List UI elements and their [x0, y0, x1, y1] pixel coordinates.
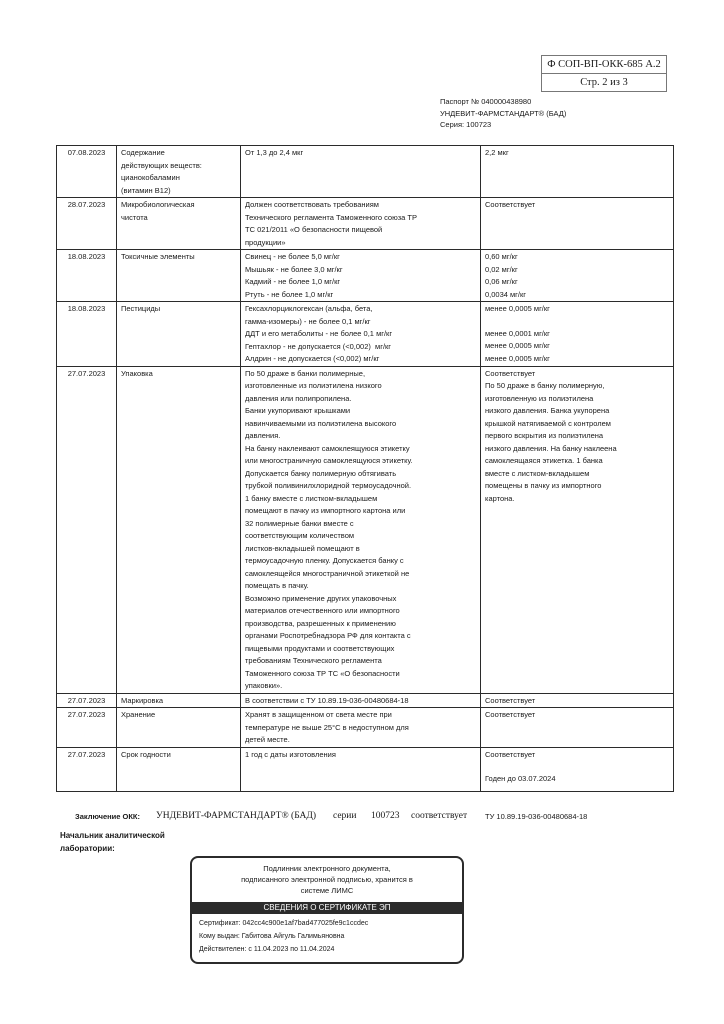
parameter-cell [117, 250, 241, 302]
cell-line: Срок годности [121, 749, 171, 759]
requirement-cell [241, 708, 481, 748]
cell-line: Допускается банку полимерную обтягивать [245, 468, 397, 478]
series-number: Серия: 100723 [440, 120, 492, 129]
cell-line: По 50 драже в банку полимерную, [485, 381, 605, 390]
date-cell: 27.07.2023 [57, 693, 117, 708]
cell-line: Упаковка [121, 368, 153, 378]
esig-issued-to: Кому выдан: Габитова Айгуль Галимьяновна [199, 933, 345, 940]
parameter-cell [117, 146, 241, 198]
cell-line: Кадмий - не более 1,0 мг/кг [245, 277, 341, 286]
cell-line: ДДТ и его метаболиты - не более 0,1 мг/кг [245, 329, 393, 338]
cell-line: 1 банку вместе с листком-вкладышем [245, 493, 378, 503]
date-cell: 18.08.2023 [57, 302, 117, 367]
table-row [57, 198, 674, 250]
cell-line: низкого давления. Банка укупорена [485, 406, 610, 415]
passport-header [440, 96, 566, 131]
esig-certificate-header: СВЕДЕНИЯ О СЕРТИФИКАТЕ ЭП [192, 902, 462, 914]
result-cell [481, 747, 674, 791]
table-row [57, 693, 674, 708]
page-number: Стр. 2 из 3 [542, 73, 666, 91]
cell-line: ТС 021/2011 «О безопасности пищевой [245, 225, 383, 234]
parameter-cell [117, 747, 241, 791]
requirement-cell [241, 747, 481, 791]
cell-line: Гексахлорциклогексан (альфа, бета, [245, 304, 373, 313]
requirement-cell [241, 366, 481, 693]
cell-line: листков-вкладышей помещают в [245, 543, 360, 553]
cell-line: самоклеящейся многостраничной этикеткой не [245, 568, 410, 578]
esig-text-line: подписанного электронной подписью, хранится в [241, 875, 413, 884]
cell-line: 32 полимерные банки вместе с [245, 518, 354, 528]
cell-line: термоусадочную пленку. Допускается банку с [245, 556, 404, 565]
cell-line: низкого давления. На банку наклеена [485, 443, 617, 453]
result-cell [481, 366, 674, 693]
head-of-laboratory [60, 830, 165, 855]
cell-line: 0,02 мг/кг [485, 264, 518, 274]
requirement-cell [241, 250, 481, 302]
esig-text-line: Подлинник электронного документа, [263, 864, 391, 873]
cell-line: органами Роспотребнадзора РФ для контакта с [245, 631, 411, 640]
cell-line: Микробиологическая [121, 200, 195, 209]
cell-line: давления. [245, 431, 281, 440]
cell-line: Свинец - не более 5,0 мг/кг [245, 252, 340, 261]
conclusion-label: Заключение ОКК: [75, 812, 141, 821]
table-row [57, 708, 674, 748]
esig-valid: Действителен: с 11.04.2023 по 11.04.2024 [199, 946, 335, 953]
cell-line: Годен до 03.07.2024 [485, 774, 556, 783]
cell-line: Соответствует [485, 710, 536, 719]
cell-line: Токсичные элементы [121, 252, 195, 261]
cell-line: требованиям Технического регламента [245, 656, 382, 665]
document-code: Ф СОП-ВП-ОКК-685 А.2 [547, 59, 661, 70]
result-cell [481, 198, 674, 250]
result-cell [481, 708, 674, 748]
cell-line: По 50 драже в банки полимерные, [245, 368, 366, 378]
cell-line: помещают в пачку из импортного картона или [245, 506, 406, 515]
cell-line: 0,0034 мг/кг [485, 289, 527, 299]
cell-line: Таможенного союза ТР ТС «О безопасности [245, 668, 400, 678]
cell-line: самоклеящаяся этикетка. 1 банка [485, 456, 603, 465]
cell-line: Хранят в защищенном от света месте при [245, 710, 392, 719]
cell-line: вместе с листком-вкладышем [485, 468, 590, 478]
cell-line: (витамин B12) [121, 185, 171, 195]
date-cell: 27.07.2023 [57, 747, 117, 791]
conclusion-series-number: 100723 [371, 811, 400, 821]
cell-line: 1 год с даты изготовления [245, 749, 336, 759]
date-cell: 07.08.2023 [57, 146, 117, 198]
date-cell: 28.07.2023 [57, 198, 117, 250]
cell-line: Технического регламента Таможенного союза ТР [245, 212, 418, 222]
cell-line: Маркировка [121, 695, 164, 705]
cell-line: Банки укупоривают крышками [245, 406, 351, 415]
date-cell: 27.07.2023 [57, 366, 117, 693]
cell-line: продукции» [245, 237, 286, 247]
date-cell: 18.08.2023 [57, 250, 117, 302]
conclusion-verdict: соответствует [411, 811, 468, 821]
result-cell [481, 302, 674, 367]
cell-line: 0,60 мг/кг [485, 252, 518, 261]
cell-line: изготовленную из полиэтилена [485, 393, 594, 403]
cell-line: материалов отечественного или импортного [245, 606, 400, 615]
parameter-cell [117, 302, 241, 367]
esig-certificate: Сертификат: 042cc4c900e1af7bad477025fe9c1ccdec [199, 920, 369, 927]
cell-line: помещать в пачку. [245, 581, 309, 590]
cell-line: 2,2 мкг [485, 148, 509, 157]
cell-line: навинчиваемыми из полиэтилена высокого [245, 418, 397, 428]
cell-line: От 1,3 до 2,4 мкг [245, 148, 304, 157]
requirement-cell [241, 198, 481, 250]
cell-line: первого вскрытия из полиэтилена [485, 431, 604, 440]
cell-line: Возможно применение других упаковочных [245, 593, 397, 603]
cell-line: менее 0,0005 мг/кг [485, 353, 550, 363]
result-cell [481, 146, 674, 198]
result-cell [481, 250, 674, 302]
cell-line: пищевыми продуктами и соответствующих [245, 643, 395, 653]
cell-line: Соответствует [485, 368, 536, 378]
cell-line: Алдрин - не допускается (<0,002) мг/кг [245, 354, 380, 363]
cell-line: картона. [485, 493, 515, 503]
cell-line: Хранение [121, 710, 156, 719]
electronic-signature-stamp [190, 856, 464, 964]
product-name: УНДЕВИТ-ФАРМСТАНДАРТ® (БАД) [440, 108, 567, 118]
cell-line: Соответствует [485, 200, 536, 209]
passport-number: Паспорт № 040000438980 [440, 97, 532, 106]
cell-line: На банку наклеивают самоклеящуюся этикетку [245, 443, 410, 453]
cell-line: соответствующим количеством [245, 531, 355, 540]
cell-line: Соответствует [485, 695, 536, 705]
cell-line: давления или полипропилена. [245, 393, 352, 403]
cell-line: или многостраничную самоклеящуюся этикетку. [245, 456, 413, 465]
cell-line: Содержание [121, 148, 165, 157]
cell-line: чистота [121, 212, 148, 222]
head-line: лаборатории: [60, 843, 115, 853]
cell-line: Ртуть - не более 1,0 мг/кг [245, 289, 334, 299]
cell-line: менее 0,0001 мг/кг [485, 328, 550, 338]
cell-line: производства, разрешенных к применению [245, 618, 396, 628]
cell-line: крышкой натягиваемой с контролем [485, 418, 611, 428]
esig-text-line: системе ЛИМС [300, 886, 354, 895]
requirement-cell [241, 146, 481, 198]
conclusion-product: УНДЕВИТ-ФАРМСТАНДАРТ® (БАД) [156, 811, 317, 821]
table-row [57, 366, 674, 693]
cell-line: менее 0,0005 мг/кг [485, 304, 550, 313]
cell-line: цианокобаламин [121, 173, 180, 182]
cell-line: 0,06 мг/кг [485, 277, 518, 286]
cell-line: упаковки». [245, 681, 283, 690]
table-row [57, 146, 674, 198]
parameter-cell [117, 198, 241, 250]
test-results-table [56, 145, 674, 792]
cell-line: помещены в пачку из импортного [485, 481, 602, 490]
table-row [57, 250, 674, 302]
requirement-cell [241, 693, 481, 708]
cell-line [485, 761, 669, 773]
requirement-cell [241, 302, 481, 367]
conclusion-tu: ТУ 10.89.19-036-00480684-18 [485, 812, 588, 821]
cell-line: детей месте. [245, 735, 290, 744]
cell-line: температуре не выше 25°С в недоступном для [245, 722, 409, 732]
cell-line: Гептахлор - не допускается (<0,002) мг/кг [245, 341, 392, 351]
cell-line: действующих веществ: [121, 160, 202, 170]
cell-line [485, 316, 669, 328]
cell-line: Должен соответствовать требованиям [245, 200, 379, 209]
cell-line: Соответствует [485, 749, 536, 759]
cell-line: менее 0,0005 мг/кг [485, 341, 550, 350]
parameter-cell [117, 693, 241, 708]
table-row [57, 747, 674, 791]
parameter-cell [117, 708, 241, 748]
date-cell: 27.07.2023 [57, 708, 117, 748]
head-line: Начальник аналитической [60, 831, 165, 840]
cell-line: Мышьяк - не более 3,0 мг/кг [245, 264, 343, 274]
parameter-cell [117, 366, 241, 693]
cell-line: трубкой поливинилхлоридной термоусадочной. [245, 481, 412, 490]
cell-line: изготовленные из полиэтилена низкого [245, 381, 382, 390]
document-code-box [541, 55, 667, 92]
conclusion-series-word: серии [333, 811, 357, 821]
cell-line: В соответствии с ТУ 10.89.19-036-00480684-18 [245, 695, 409, 705]
table-row [57, 302, 674, 367]
result-cell [481, 693, 674, 708]
cell-line: Пестициды [121, 304, 161, 313]
cell-line: гамма-изомеры) - не более 0,1 мг/кг [245, 316, 371, 326]
